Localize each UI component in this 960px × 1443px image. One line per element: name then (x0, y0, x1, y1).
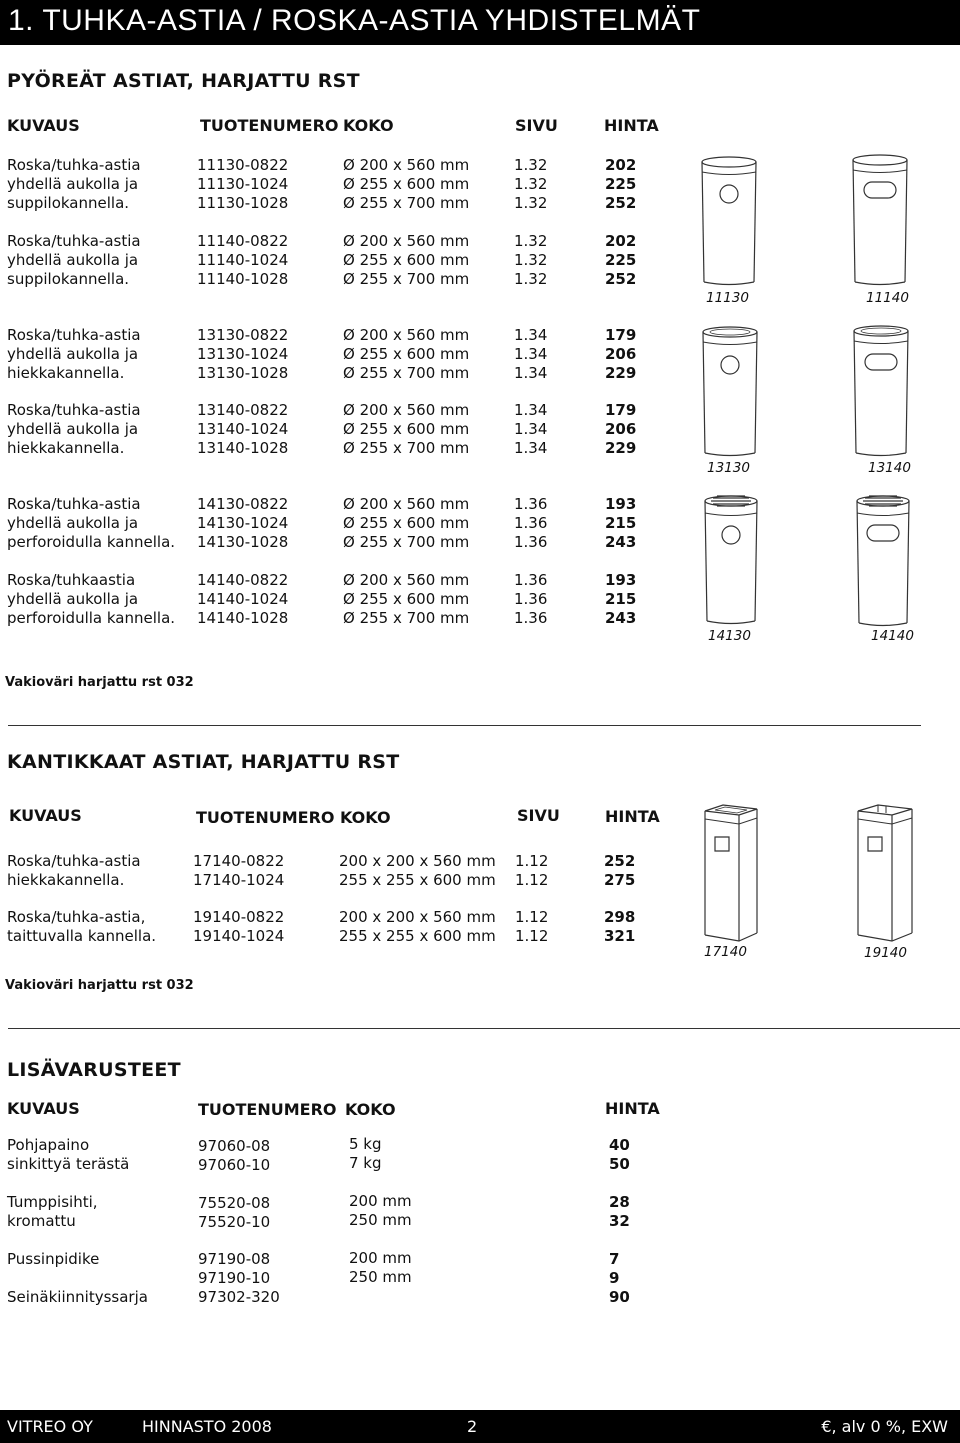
footer-currency-note: €, alv 0 %, EXW (821, 1417, 948, 1436)
description-cell: Roska/tuhka-astia yhdellä aukolla ja perforoidulla kannella. (7, 495, 176, 551)
product-code-cell: 14130-0822 14130-1024 14130-1028 (197, 495, 289, 551)
page-ref-cell: 1.12 1.12 (515, 908, 549, 945)
description-cell: Roska/tuhkaastia yhdellä aukolla ja perforoidulla kannella. (7, 571, 176, 627)
image-label: 11140 (866, 290, 909, 306)
image-label: 14130 (708, 628, 751, 644)
col-header-kuvaus: KUVAUS (9, 806, 82, 825)
col-header-koko: KOKO (345, 1100, 396, 1119)
footer-company: VITREO OY (7, 1417, 93, 1436)
size-cell: Ø 200 x 560 mm Ø 255 x 600 mm Ø 255 x 700 mm (343, 401, 470, 457)
size-cell: 200 x 200 x 560 mm 255 x 255 x 600 mm (339, 852, 496, 889)
standard-color-note: Vakioväri harjattu rst 032 (5, 675, 194, 690)
page-title: 1. TUHKA-ASTIA / ROSKA-ASTIA YHDISTELMÄT (8, 4, 701, 37)
description-cell: Roska/tuhka-astia, taittuvalla kannella. (7, 908, 157, 945)
col-header-hinta: HINTA (605, 1099, 660, 1118)
size-cell: 200 mm 250 mm (349, 1192, 412, 1229)
description-cell: Roska/tuhka-astia yhdellä aukolla ja hiekkakannella. (7, 401, 141, 457)
description-cell: Roska/tuhka-astia yhdellä aukolla ja suppilokannella. (7, 232, 141, 288)
product-code-cell: 13130-0822 13130-1024 13130-1028 (197, 326, 289, 382)
col-header-hinta: HINTA (604, 116, 659, 135)
description-cell: Roska/tuhka-astia yhdellä aukolla ja suppilokannella. (7, 156, 141, 212)
col-header-kuvaus: KUVAUS (7, 116, 80, 135)
col-header-kuvaus: KUVAUS (7, 1099, 80, 1118)
price-cell: 298 321 (604, 908, 636, 945)
page-ref-cell: 1.34 1.34 1.34 (514, 326, 548, 382)
col-header-sivu: SIVU (515, 116, 558, 135)
product-code-cell: 97190-08 97190-10 97302-320 (198, 1250, 280, 1306)
price-cell: 179 206 229 (605, 326, 637, 382)
price-cell: 202 225 252 (605, 156, 637, 212)
price-cell: 179 206 229 (605, 401, 637, 457)
price-cell: 7 9 90 (609, 1250, 630, 1306)
image-label: 11130 (706, 290, 749, 306)
bin-14140-illustration (855, 493, 911, 627)
description-cell: Pussinpidike Seinäkiinnityssarja (7, 1250, 148, 1306)
page-ref-cell: 1.32 1.32 1.32 (514, 232, 548, 288)
standard-color-note: Vakioväri harjattu rst 032 (5, 978, 194, 993)
description-cell: Pohjapaino sinkittyä terästä (7, 1136, 130, 1173)
size-cell: 5 kg 7 kg (349, 1135, 382, 1172)
bin-13130-illustration (701, 325, 759, 457)
col-header-koko: KOKO (340, 808, 391, 827)
divider (8, 725, 921, 726)
bin-19140-illustration (856, 803, 914, 943)
image-label: 14140 (871, 628, 914, 644)
divider (8, 1028, 960, 1029)
image-label: 13140 (868, 460, 911, 476)
product-code-cell: 19140-0822 19140-1024 (193, 908, 285, 945)
description-cell: Tumppisihti, kromattu (7, 1193, 98, 1230)
col-header-koko: KOKO (343, 116, 394, 135)
product-code-cell: 11140-0822 11140-1024 11140-1028 (197, 232, 289, 288)
price-cell: 202 225 252 (605, 232, 637, 288)
col-header-tuotenumero: TUOTENUMERO (196, 808, 335, 827)
page-ref-cell: 1.34 1.34 1.34 (514, 401, 548, 457)
page-ref-cell: 1.36 1.36 1.36 (514, 571, 548, 627)
col-header-hinta: HINTA (605, 807, 660, 826)
col-header-tuotenumero: TUOTENUMERO (200, 116, 339, 135)
product-code-cell: 13140-0822 13140-1024 13140-1028 (197, 401, 289, 457)
price-cell: 193 215 243 (605, 571, 637, 627)
price-cell: 193 215 243 (605, 495, 637, 551)
description-cell: Roska/tuhka-astia hiekkakannella. (7, 852, 141, 889)
image-label: 17140 (704, 944, 747, 960)
bin-11130-illustration (700, 154, 758, 286)
size-cell: Ø 200 x 560 mm Ø 255 x 600 mm Ø 255 x 700 mm (343, 326, 470, 382)
image-label: 13130 (707, 460, 750, 476)
product-code-cell: 97060-08 97060-10 (198, 1137, 271, 1174)
section1-heading: PYÖREÄT ASTIAT, HARJATTU RST (7, 70, 360, 92)
description-cell: Roska/tuhka-astia yhdellä aukolla ja hiekkakannella. (7, 326, 141, 382)
bin-13140-illustration (852, 324, 910, 457)
page-ref-cell: 1.12 1.12 (515, 852, 549, 889)
page-ref-cell: 1.32 1.32 1.32 (514, 156, 548, 212)
product-code-cell: 11130-0822 11130-1024 11130-1028 (197, 156, 289, 212)
size-cell: Ø 200 x 560 mm Ø 255 x 600 mm Ø 255 x 700 mm (343, 232, 470, 288)
price-cell: 40 50 (609, 1136, 630, 1173)
bin-14130-illustration (703, 493, 759, 625)
title-bar (0, 0, 960, 45)
col-header-tuotenumero: TUOTENUMERO (198, 1100, 337, 1119)
product-code-cell: 75520-08 75520-10 (198, 1194, 271, 1231)
size-cell: Ø 200 x 560 mm Ø 255 x 600 mm Ø 255 x 700 mm (343, 495, 470, 551)
product-code-cell: 14140-0822 14140-1024 14140-1028 (197, 571, 289, 627)
price-cell: 252 275 (604, 852, 636, 889)
size-cell: 200 mm 250 mm (349, 1249, 412, 1286)
section2-heading: KANTIKKAAT ASTIAT, HARJATTU RST (7, 751, 400, 773)
footer-page-number: 2 (467, 1417, 478, 1436)
bin-17140-illustration (703, 803, 759, 943)
footer-bar (0, 1410, 960, 1443)
image-label: 19140 (864, 945, 907, 961)
product-code-cell: 17140-0822 17140-1024 (193, 852, 285, 889)
size-cell: Ø 200 x 560 mm Ø 255 x 600 mm Ø 255 x 700 mm (343, 156, 470, 212)
section3-heading: LISÄVARUSTEET (7, 1059, 181, 1081)
col-header-sivu: SIVU (517, 806, 560, 825)
footer-catalog: HINNASTO 2008 (142, 1417, 272, 1436)
page-ref-cell: 1.36 1.36 1.36 (514, 495, 548, 551)
size-cell: 200 x 200 x 560 mm 255 x 255 x 600 mm (339, 908, 496, 945)
bin-11140-illustration (851, 152, 909, 286)
price-cell: 28 32 (609, 1193, 630, 1230)
size-cell: Ø 200 x 560 mm Ø 255 x 600 mm Ø 255 x 700 mm (343, 571, 470, 627)
